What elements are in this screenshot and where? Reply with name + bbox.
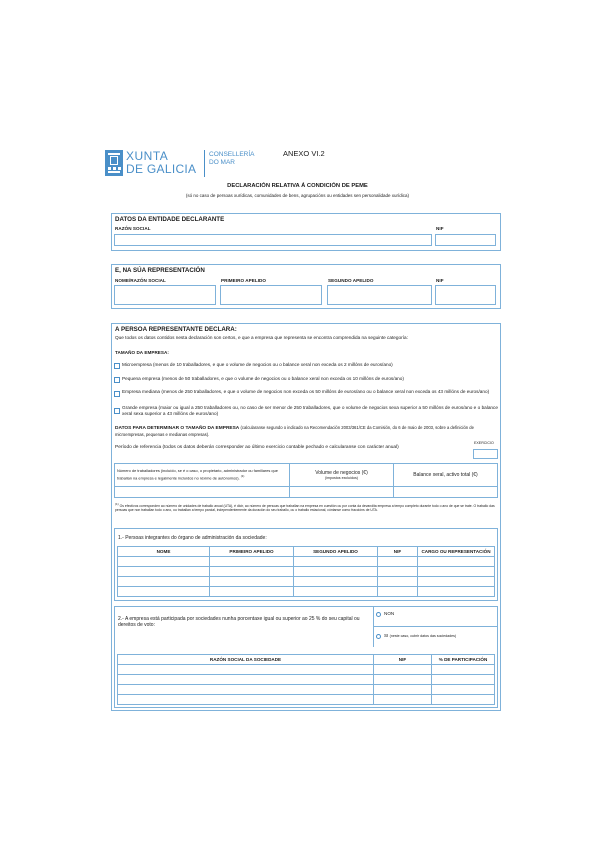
table-cell[interactable] — [418, 577, 495, 587]
table-cell[interactable] — [118, 675, 374, 685]
rep-first-surname-label: PRIMEIRO APELIDO — [221, 278, 267, 283]
turnover-subheader: (impostos excluídos) — [325, 476, 358, 480]
table-cell[interactable] — [210, 567, 294, 577]
table-cell[interactable] — [374, 675, 432, 685]
table-cell[interactable] — [418, 567, 495, 577]
table-cell[interactable] — [378, 567, 418, 577]
rep-second-surname-input[interactable] — [327, 285, 432, 305]
table-cell[interactable] — [118, 685, 374, 695]
logo-divider — [204, 150, 205, 177]
members-title: 1.- Persoas integrantes do órgano de administración da sociedade: — [118, 535, 267, 541]
entity-nif-label: NIF — [436, 226, 444, 231]
table-cell[interactable] — [118, 567, 210, 577]
table-cell[interactable] — [432, 695, 495, 705]
table-row — [118, 685, 495, 695]
table-cell[interactable] — [118, 587, 210, 597]
entity-nif-input[interactable] — [435, 234, 496, 246]
page-subtitle: (só no caso de persoas xurídicas, comunidades de bens, agrupacións ou entidades sen personalidade xurídica) — [185, 193, 410, 198]
declaration-intro: Que todos os datos contidos nesta declaración son certos, e que a empresa que representa se encontra comprendida na seguinte categoría: — [115, 335, 408, 340]
workers-note-mark: (1) — [240, 473, 245, 478]
size-data-note: (calcularanse segundo o indicado na Recomendación 2003/361/CE da Comisión, do 6 de maio de 2003, sobre a definición de microempresas, pequenas e medianas empresas). — [115, 425, 474, 437]
companies-col-name: RAZÓN SOCIAL DA SOCIEDADE — [118, 655, 374, 665]
entity-section — [111, 213, 501, 251]
table-cell[interactable] — [432, 675, 495, 685]
balance-input[interactable] — [394, 487, 498, 498]
razon-social-input[interactable] — [114, 234, 432, 246]
table-cell[interactable] — [378, 587, 418, 597]
table-cell[interactable] — [294, 587, 378, 597]
xunta-line1: XUNTA — [126, 149, 169, 163]
rep-nif-input[interactable] — [435, 285, 496, 305]
galicia-emblem-icon — [105, 150, 123, 176]
participation-yes-radio[interactable] — [376, 634, 381, 639]
turnover-input[interactable] — [290, 487, 394, 498]
conselleria-line2: DO MAR — [209, 159, 235, 166]
participation-yes-text — [384, 634, 456, 639]
members-col-second-surname: SEGUNDO APELIDO — [294, 547, 378, 557]
table-cell[interactable] — [294, 577, 378, 587]
table-cell[interactable] — [294, 557, 378, 567]
medium-company-label: Empresa mediana (menos de 250 traballadores, e que o volume de negocios non exceda os 50 millóns de euros/ano ou o balance xeral non exceda os 43 millóns de euros/ano) — [122, 389, 490, 394]
participation-question: 2.- A empresa está participada por sociedades nunha porcentaxe igual ou superior ao 25 % do seu capital ou dereitos de voto: — [118, 616, 360, 629]
members-col-nif: NIF — [378, 547, 418, 557]
table-cell[interactable] — [118, 577, 210, 587]
conselleria-line1: CONSELLERÍA — [209, 151, 255, 158]
table-cell[interactable] — [374, 685, 432, 695]
table-cell[interactable] — [118, 665, 374, 675]
table-cell[interactable] — [210, 587, 294, 597]
size-data-table — [114, 463, 498, 498]
table-row — [118, 665, 495, 675]
entity-section-title: DATOS DA ENTIDADE DECLARANTE — [115, 216, 225, 223]
footnote-mark: (1) — [115, 502, 119, 506]
declaration-section — [111, 323, 501, 711]
companies-col-nif: NIF — [374, 655, 432, 665]
page-title: DECLARACIÓN RELATIVA Á CONDICIÓN DE PEME — [227, 183, 368, 189]
reference-period-text: Período de referencia (todos os datos deberán corresponder ao último exercicio contable pechado e calcularanse con carácter anual) — [115, 445, 399, 450]
rep-nif-label: NIF — [436, 278, 444, 283]
table-cell[interactable] — [432, 685, 495, 695]
xunta-logo — [105, 150, 205, 178]
footnote-body: Os efectivos corresponden ao número de unidades de traballo anual (UTA), é dicir, ao número de persoas que traballan na empresa en cuestión ou por conta da devandita empresa a tempo completo durante todo o ano de que se trate. O traballo das persoas que non traballan todo o ano, ou traballan a tempo parcial, independentemente da duración do seu traballo, ou o traballo estacional, cóntanse como fraccións de UTA. — [115, 504, 495, 513]
balance-header: Balance xeral, activo total (€) — [394, 464, 498, 487]
table-row — [118, 567, 495, 577]
table-cell[interactable] — [294, 567, 378, 577]
rep-name-label: NOME/RAZÓN SOCIAL — [115, 278, 166, 283]
medium-company-checkbox[interactable] — [114, 391, 120, 397]
table-cell[interactable] — [374, 665, 432, 675]
table-row — [118, 577, 495, 587]
table-cell[interactable] — [378, 557, 418, 567]
large-company-checkbox[interactable] — [114, 408, 120, 414]
companies-table — [117, 654, 495, 705]
micro-company-label: Microempresa (menos de 10 traballadores, e que o volume de negocios ou o balance xeral non exceda os 2 millóns de euros/ano) — [122, 362, 393, 367]
turnover-header: Volume de negocios (€) — [315, 470, 368, 476]
table-row — [118, 695, 495, 705]
size-data-title: DATOS PARA DETERMINAR O TAMAÑO DA EMPRESA — [115, 426, 240, 431]
declaration-section-title: A PERSOA REPRESENTANTE DECLARA: — [115, 326, 237, 333]
members-col-position: CARGO OU REPRESENTACIÓN — [418, 547, 495, 557]
members-table — [117, 546, 495, 597]
table-row — [118, 587, 495, 597]
table-cell[interactable] — [418, 557, 495, 567]
small-company-label: Pequena empresa (menos de 50 traballadores, e que o volume de negocios ou o balance xeral non exceda os 10 millóns de euros/ano) — [122, 376, 404, 381]
representative-section — [111, 264, 501, 309]
companies-col-percent: % DE PARTICIPACIÓN — [432, 655, 495, 665]
table-cell[interactable] — [418, 587, 495, 597]
members-col-name: NOME — [118, 547, 210, 557]
small-company-checkbox[interactable] — [114, 377, 120, 383]
rep-name-input[interactable] — [114, 285, 216, 305]
table-cell[interactable] — [118, 557, 210, 567]
company-size-title: TAMAÑO DA EMPRESA: — [115, 350, 169, 355]
participation-no-label: NON — [384, 611, 395, 616]
participation-block — [114, 606, 498, 708]
size-data-block — [115, 425, 499, 437]
turnover-header-cell — [290, 464, 394, 487]
large-company-label: Grande empresa (maior ou igual a 250 traballadores ou, no caso de ser menor de 250 traballadores, que o volume de negocios sexa superior a 50 millóns de euros/ano e o balance xeral sexa superior a 43 millóns de euros/ano) — [122, 405, 498, 417]
table-cell[interactable] — [210, 577, 294, 587]
micro-company-checkbox[interactable] — [114, 363, 120, 369]
workers-header: Número de traballadores (incluído, se é o caso, o propietario, administrador ou familiares que traballan na empresa e legalmente incluídos no réxime de autónomos). — [117, 468, 278, 481]
workers-input[interactable] — [115, 487, 290, 498]
table-cell[interactable] — [374, 695, 432, 705]
table-cell[interactable] — [210, 557, 294, 567]
exercise-label: EXERCICIO — [474, 441, 494, 445]
table-row — [118, 675, 495, 685]
annex-label: ANEXO VI.2 — [283, 149, 325, 158]
members-block — [114, 528, 498, 601]
participation-yes-note: (neste caso, cubrir datos das sociedades) — [389, 634, 457, 638]
participation-options-divider — [373, 626, 498, 627]
table-cell[interactable] — [378, 577, 418, 587]
members-col-first-surname: PRIMEIRO APELIDO — [210, 547, 294, 557]
rep-first-surname-input[interactable] — [220, 285, 322, 305]
exercise-input[interactable] — [473, 449, 498, 459]
xunta-line2: DE GALICIA — [126, 162, 197, 176]
rep-second-surname-label: SEGUNDO APELIDO — [328, 278, 374, 283]
table-cell[interactable] — [432, 665, 495, 675]
table-row — [118, 557, 495, 567]
table-cell[interactable] — [118, 695, 374, 705]
workers-header-cell — [115, 464, 290, 487]
participation-no-radio[interactable] — [376, 612, 381, 617]
participation-yes-label: SI — [384, 633, 389, 638]
razon-social-label: RAZÓN SOCIAL — [115, 226, 151, 231]
representative-section-title: E, NA SÚA REPRESENTACIÓN — [115, 267, 205, 274]
footnote-text — [115, 502, 499, 513]
